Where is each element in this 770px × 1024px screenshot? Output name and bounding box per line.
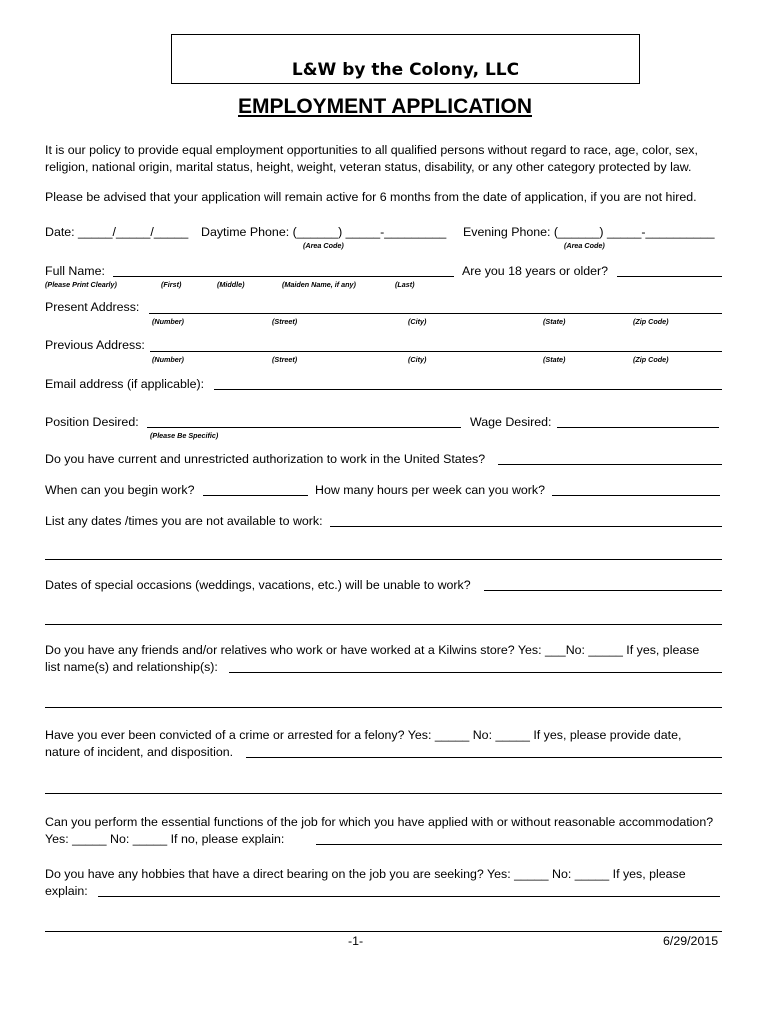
full-name-label: Full Name:: [45, 264, 105, 278]
policy-text-line2: religion, national origin, marital status, height, weight, veteran status, disability, or any other category protected by law.: [45, 160, 692, 174]
special-occasions-field[interactable]: [484, 590, 722, 591]
evening-phone-field[interactable]: Evening Phone: (______) _____-__________: [463, 225, 715, 239]
unavailable-question: List any dates /times you are not available to work:: [45, 514, 323, 528]
position-label: Position Desired:: [45, 415, 139, 429]
essential-functions-question-line2: Yes: _____ No: _____ If no, please explain:: [45, 832, 285, 846]
wage-field[interactable]: [557, 427, 719, 428]
page-title: EMPLOYMENT APPLICATION: [238, 95, 532, 118]
advisory-text: Please be advised that your application will remain active for 6 months from the date of application, if you are not hired.: [45, 190, 697, 204]
begin-work-field[interactable]: [203, 495, 308, 496]
previous-address-caption-zip: (Zip Code): [633, 355, 669, 364]
email-label: Email address (if applicable):: [45, 377, 205, 391]
wage-label: Wage Desired:: [470, 415, 552, 429]
name-caption-first: (First): [161, 280, 182, 289]
friends-question-line2: list name(s) and relationship(s):: [45, 660, 218, 674]
essential-functions-question-line1: Can you perform the essential functions of the job for which you have applied with or without reasonable accommodation?: [45, 815, 714, 829]
present-address-caption-number: (Number): [152, 317, 184, 326]
previous-address-caption-number: (Number): [152, 355, 184, 364]
form-revision-date: 6/29/2015: [663, 934, 719, 948]
page-number: -1-: [348, 934, 364, 948]
conviction-question-line1: Have you ever been convicted of a crime or arrested for a felony? Yes: _____ No: _____ If yes, please provide date,: [45, 728, 682, 742]
hobbies-field[interactable]: [98, 896, 720, 897]
friends-field-continued[interactable]: [45, 707, 722, 708]
previous-address-field[interactable]: [150, 351, 722, 352]
date-field[interactable]: Date: _____/_____/_____: [45, 225, 189, 239]
authorization-question: Do you have current and unrestricted authorization to work in the United States?: [45, 452, 486, 466]
unavailable-field[interactable]: [330, 526, 722, 527]
authorization-field[interactable]: [498, 464, 722, 465]
essential-functions-field[interactable]: [316, 844, 722, 845]
evening-area-code-caption: (Area Code): [564, 241, 605, 250]
position-caption: (Please Be Specific): [150, 431, 219, 440]
unavailable-field-continued[interactable]: [45, 559, 722, 560]
present-address-caption-street: (Street): [272, 317, 298, 326]
previous-address-caption-street: (Street): [272, 355, 298, 364]
special-occasions-field-continued[interactable]: [45, 624, 722, 625]
over-18-field[interactable]: [617, 276, 722, 277]
over-18-label: Are you 18 years or older?: [462, 264, 609, 278]
present-address-label: Present Address:: [45, 300, 140, 314]
name-caption-print: (Please Print Clearly): [45, 280, 117, 289]
conviction-question-line2: nature of incident, and disposition.: [45, 745, 234, 759]
company-header-box: [171, 34, 640, 84]
hobbies-field-continued[interactable]: [45, 931, 722, 932]
friends-question-line1: Do you have any friends and/or relatives who work or have worked at a Kilwins store? Yes: ___No: _____ If yes, please: [45, 643, 700, 657]
name-caption-maiden: (Maiden Name, if any): [282, 280, 356, 289]
special-occasions-question: Dates of special occasions (weddings, vacations, etc.) will be unable to work?: [45, 578, 471, 592]
conviction-field-continued[interactable]: [45, 793, 722, 794]
daytime-phone-field[interactable]: Daytime Phone: (______) _____-_________: [201, 225, 447, 239]
email-field[interactable]: [214, 389, 722, 390]
previous-address-label: Previous Address:: [45, 338, 145, 352]
present-address-caption-city: (City): [408, 317, 427, 326]
friends-field[interactable]: [229, 672, 722, 673]
present-address-caption-zip: (Zip Code): [633, 317, 669, 326]
previous-address-caption-state: (State): [543, 355, 566, 364]
position-field[interactable]: [147, 427, 461, 428]
begin-work-question: When can you begin work?: [45, 483, 195, 497]
present-address-caption-state: (State): [543, 317, 566, 326]
hours-field[interactable]: [552, 495, 720, 496]
previous-address-caption-city: (City): [408, 355, 427, 364]
name-caption-middle: (Middle): [217, 280, 245, 289]
conviction-field[interactable]: [246, 757, 722, 758]
hours-question: How many hours per week can you work?: [315, 483, 546, 497]
daytime-area-code-caption: (Area Code): [303, 241, 344, 250]
company-name: L&W by the Colony, LLC: [291, 60, 520, 80]
present-address-field[interactable]: [149, 313, 722, 314]
hobbies-question-line1: Do you have any hobbies that have a direct bearing on the job you are seeking? Yes: _____ No: _____ If yes, please: [45, 867, 686, 881]
hobbies-question-line2: explain:: [45, 884, 88, 898]
name-caption-last: (Last): [395, 280, 415, 289]
full-name-field[interactable]: [113, 276, 454, 277]
policy-text-line1: It is our policy to provide equal employment opportunities to all qualified persons without regard to race, age, color, sex,: [45, 143, 698, 157]
